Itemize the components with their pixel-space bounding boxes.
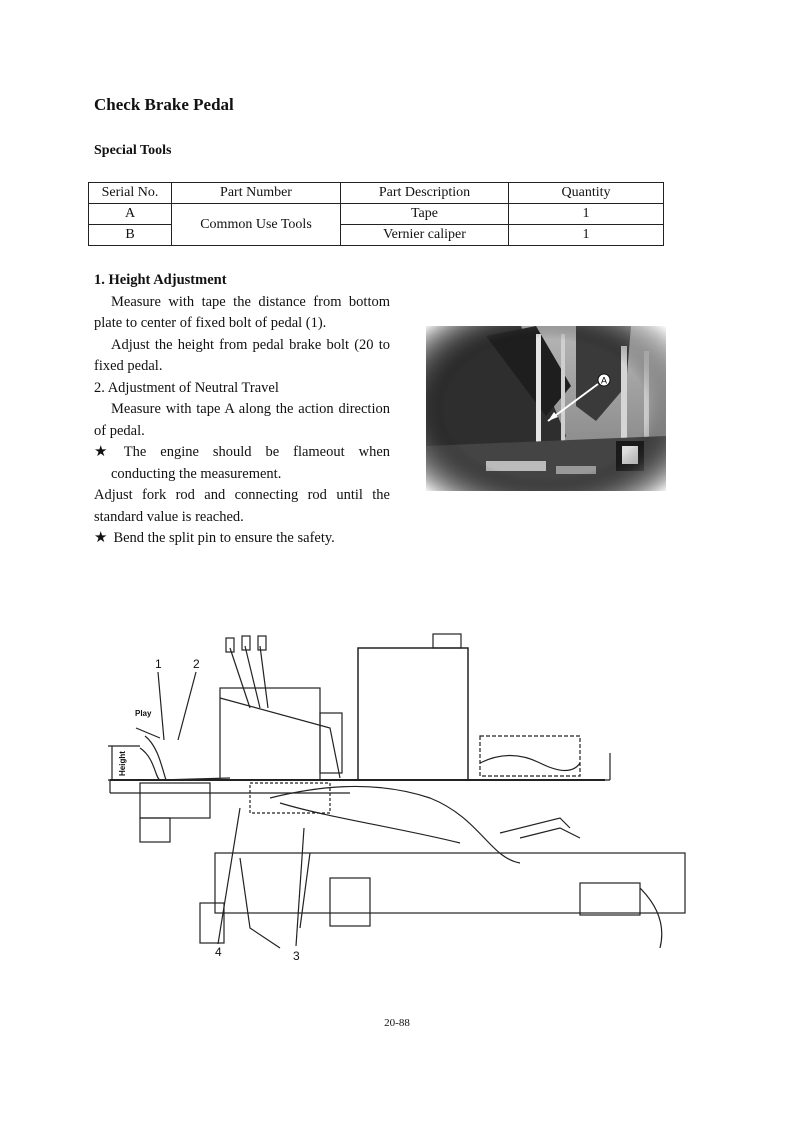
column-header: Quantity (509, 183, 664, 204)
description-cell: Vernier caliper (341, 225, 509, 246)
note: ★ The engine should be flameout when conducting the measurement. (94, 444, 391, 482)
quantity-cell: 1 (509, 225, 664, 246)
paragraph: Measure with tape the distance from bottom plate to center of fixed bolt of pedal (1). (94, 293, 390, 331)
part-number-cell: Common Use Tools (172, 204, 341, 246)
special-tools-table (88, 182, 664, 246)
paragraph: Measure with tape A along the action direction of pedal. (94, 401, 390, 439)
callout-2: 2 (193, 657, 200, 671)
note: ★ Bend the split pin to ensure the safety. (94, 530, 335, 546)
serial-cell: A (89, 204, 172, 225)
column-header: Part Description (341, 183, 509, 204)
page-title: Check Brake Pedal (94, 95, 234, 114)
column-header: Part Number (172, 183, 341, 204)
callout-3: 3 (293, 949, 300, 963)
star-icon: ★ (94, 444, 118, 460)
page-number: 20-88 (384, 1017, 410, 1029)
paragraph: Adjust the height from pedal brake bolt (20 to fixed pedal. (94, 336, 390, 374)
callout-1: 1 (155, 657, 162, 671)
star-icon: ★ (94, 530, 108, 546)
special-tools-heading: Special Tools (94, 143, 172, 158)
quantity-cell: 1 (509, 204, 664, 225)
table-row (89, 204, 664, 225)
height-adjustment-heading: 1. Height Adjustment (94, 272, 227, 288)
column-header: Serial No. (89, 183, 172, 204)
neutral-travel-heading: 2. Adjustment of Neutral Travel (94, 379, 279, 396)
procedure-text (94, 270, 390, 550)
description-cell: Tape (341, 204, 509, 225)
table-header-row (89, 183, 664, 204)
serial-cell: B (89, 225, 172, 246)
play-label: Play (135, 709, 152, 718)
callout-4: 4 (215, 945, 222, 959)
brake-pedal-photo (426, 326, 666, 491)
paragraph: Adjust fork rod and connecting rod until the standard value is reached. (94, 487, 390, 525)
height-label: Height (118, 751, 127, 776)
brake-linkage-diagram (100, 628, 700, 968)
